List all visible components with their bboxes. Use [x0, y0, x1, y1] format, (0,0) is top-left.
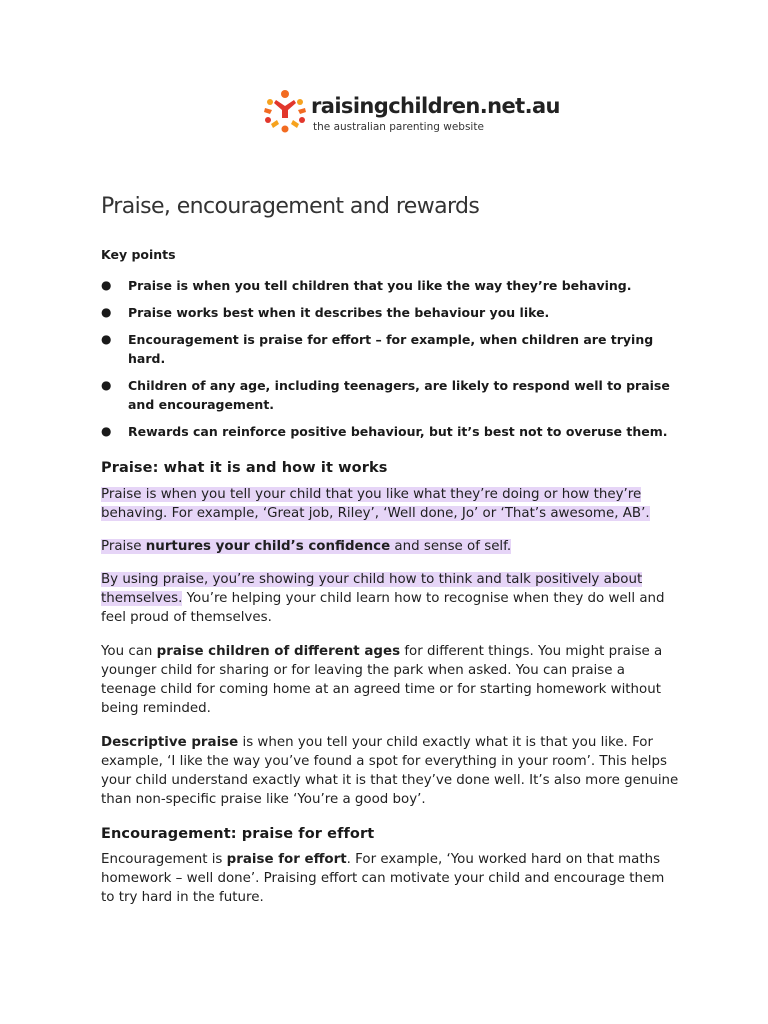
section-heading-praise: Praise: what it is and how it works	[101, 460, 388, 476]
key-point-text: Encouragement is praise for effort – for example, when children are trying hard.	[128, 332, 654, 366]
bullet-icon: ●	[101, 278, 112, 292]
key-point-text: Praise works best when it describes the behaviour you like.	[128, 305, 550, 320]
praise-paragraph-4	[101, 642, 681, 718]
praise-paragraph-5	[101, 733, 681, 809]
bullet-icon: ●	[101, 378, 112, 392]
bold-text: nurtures your child’s confidence	[145, 539, 391, 554]
text-run: Praise	[101, 539, 146, 554]
key-points-list	[101, 276, 681, 449]
praise-paragraph-2	[101, 537, 681, 556]
praise-section	[101, 460, 681, 476]
list-item	[101, 422, 681, 441]
logo-wordmark: raisingchildren.net.au	[311, 94, 560, 118]
highlighted-text: By using praise, you’re showing your child how to think and talk positively about themselves.	[101, 572, 643, 606]
key-points-heading: Key points	[101, 247, 176, 262]
bullet-icon: ●	[101, 424, 112, 438]
bold-text: praise children of different ages	[156, 644, 401, 659]
text-run: for different things. You might praise a younger child for sharing or for leaving the park when asked. You can praise a teenage child for coming home at an agreed time or for starting homework without being reminded.	[101, 644, 663, 716]
text-run: You’re helping your child learn how to recognise when they do well and feel proud of themselves.	[101, 591, 665, 625]
highlighted-text: Praise is when you tell your child that you like what they’re doing or how they’re behaving. For example, ‘Great job, Riley’, ‘Well done, Jo’ or ‘That’s awesome, AB’.	[101, 487, 650, 521]
section-heading-encouragement: Encouragement: praise for effort	[101, 826, 375, 842]
text-run: Encouragement is	[101, 852, 227, 867]
site-logo[interactable]	[262, 88, 560, 136]
page-title: Praise, encouragement and rewards	[101, 194, 480, 219]
key-point-text: Children of any age, including teenagers, are likely to respond well to praise and encouragement.	[128, 378, 670, 412]
key-point-text: Rewards can reinforce positive behaviour, but it’s best not to overuse them.	[128, 424, 668, 439]
praise-paragraph-3	[101, 570, 681, 627]
text-run: is when you tell your child exactly what it is that you like. For example, ‘I like the way you’ve found a spot for everything in your room’. This helps your child understand exactly what it is that they’ve done well. It’s also more genuine than non-specific praise like ‘You’re a good boy’.	[101, 735, 679, 807]
list-item	[101, 330, 681, 368]
text-run: You can	[101, 644, 157, 659]
bold-text: praise for effort	[226, 852, 347, 867]
highlighted-text	[101, 539, 511, 554]
bullet-icon: ●	[101, 332, 112, 346]
bullet-icon: ●	[101, 305, 112, 319]
logo-figure-icon	[262, 88, 308, 134]
encouragement-section	[101, 826, 681, 842]
list-item	[101, 376, 681, 414]
list-item	[101, 303, 681, 322]
bold-text: Descriptive praise	[101, 735, 239, 750]
key-point-text: Praise is when you tell children that you like the way they’re behaving.	[128, 278, 632, 293]
logo-tagline: the australian parenting website	[313, 121, 484, 133]
encouragement-paragraph-1	[101, 850, 681, 907]
text-run: and sense of self.	[390, 539, 512, 554]
text-run: . For example, ‘You worked hard on that maths homework – well done’. Praising effort can motivate your child and encourage them to try hard in the future.	[101, 852, 665, 905]
list-item	[101, 276, 681, 295]
praise-paragraph-1	[101, 485, 681, 523]
